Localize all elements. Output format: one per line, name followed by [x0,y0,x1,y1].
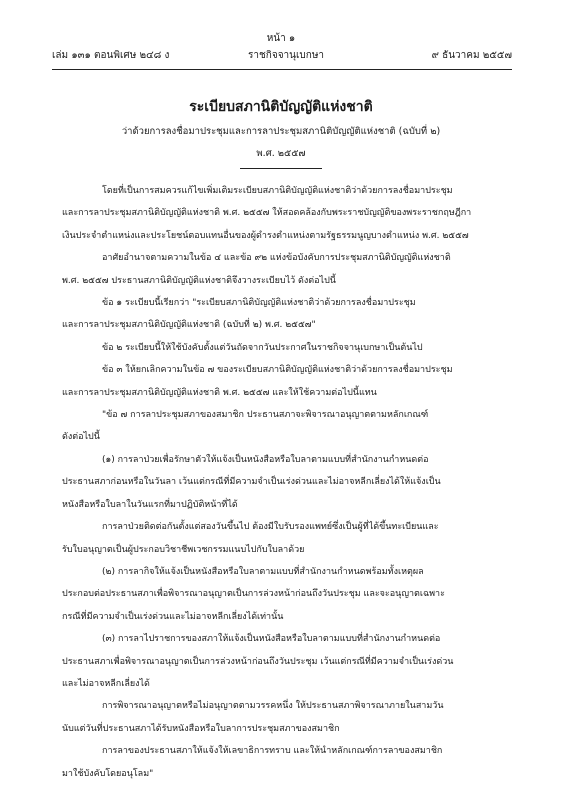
document-subtitle: ว่าด้วยการลงชื่อมาประชุมและการลาประชุมสภานิติบัญญัติแห่งชาติ (ฉบับที่ ๒) [121,126,441,137]
body-line: ประธานสภาเพื่อพิจารณาอนุญาตเป็นการล่วงหน้าก่อนถึงวันประชุม เว้นแต่กรณีที่มีความจำเป็นเร่งด่วน [62,656,454,667]
body-line: พ.ศ. ๒๕๕๗ ประธานสภานิติบัญญัติแห่งชาติจึงวางระเบียบไว้ ดังต่อไปนี้ [62,275,336,286]
body-line: และการลาประชุมสภานิติบัญญัติแห่งชาติ พ.ศ. ๒๕๕๗ และให้ใช้ความต่อไปนี้แทน [62,387,377,398]
document-year: พ.ศ. ๒๕๕๗ [256,148,306,159]
body-line: และการลาประชุมสภานิติบัญญัติแห่งชาติ พ.ศ. ๒๕๕๗ ให้สอดคล้องกับพระราชบัญญัติของพระราชกฤษฎีกา [62,208,472,219]
volume-issue: เล่ม ๑๓๑ ตอนพิเศษ ๒๔๘ ง [52,50,170,61]
body-line: ข้อ ๒ ระเบียบนี้ให้ใช้บังคับตั้งแต่วันถัดจากวันประกาศในราชกิจจานุเบกษาเป็นต้นไป [102,342,423,353]
body-line: ประกอบต่อประธานสภาเพื่อพิจารณาอนุญาตเป็นการล่วงหน้าก่อนถึงวันประชุม และจะอนุญาตเฉพาะ [62,589,445,600]
body-line: การลาของประธานสภาให้แจ้งให้เลขาธิการทราบ และให้นำหลักเกณฑ์การลาของสมาชิก [102,746,443,757]
body-line: กรณีที่มีความจำเป็นเร่งด่วนและไม่อาจหลีกเลี่ยงได้เท่านั้น [62,611,284,622]
header-divider [52,69,512,70]
body-line: ข้อ ๑ ระเบียบนี้เรียกว่า "ระเบียบสภานิติบัญญัติแห่งชาติว่าด้วยการลงชื่อมาประชุม [102,298,416,309]
body-line: โดยที่เป็นการสมควรแก้ไขเพิ่มเติมระเบียบสภานิติบัญญัติแห่งชาติว่าด้วยการลงชื่อมาประชุม [102,186,453,196]
document-title: ระเบียบสภานิติบัญญัติแห่งชาติ [189,99,373,115]
body-line: และการลาประชุมสภานิติบัญญัติแห่งชาติ (ฉบับที่ ๒) พ.ศ. ๒๕๕๗" [62,320,316,331]
body-line: (๒) การลากิจให้แจ้งเป็นหนังสือหรือใบลาตามแบบที่สำนักงานกำหนดพร้อมทั้งเหตุผล [102,566,424,577]
body-line: "ข้อ ๗ การลาประชุมสภาของสมาชิก ประธานสภาจะพิจารณาอนุญาตตามหลักเกณฑ์ [102,410,429,421]
gazette-header [52,48,512,64]
body-line: ข้อ ๓ ให้ยกเลิกความในข้อ ๗ ของระเบียบสภานิติบัญญัติแห่งชาติว่าด้วยการลงชื่อมาประชุม [102,365,453,376]
body-line: นับแต่วันที่ประธานสภาได้รับหนังสือหรือใบลาการประชุมสภาของสมาชิก [62,723,340,734]
gazette-name: ราชกิจจานุเบกษา [248,50,325,61]
body-line: เงินประจำตำแหน่งและประโยชน์ตอบแทนอื่นของผู้ดำรงตำแหน่งตามรัฐธรรมนูญบางตำแหน่ง พ.ศ. ๒๕๕๗ [62,230,469,241]
body-line: (๓) การลาไปราชการของสภาให้แจ้งเป็นหนังสือหรือใบลาตามแบบที่สำนักงานกำหนดต่อ [102,634,441,645]
body-line: อาศัยอำนาจตามความในข้อ ๔ และข้อ ๙๒ แห่งข้อบังคับการประชุมสภานิติบัญญัติแห่งชาติ [102,253,451,264]
body-line: รับใบอนุญาตเป็นผู้ประกอบวิชาชีพเวชกรรมแนบไปกับใบลาด้วย [62,544,305,555]
body-line: มาใช้บังคับโดยอนุโลม" [62,768,154,779]
title-divider [240,168,322,169]
body-line: การพิจารณาอนุญาตหรือไม่อนุญาตตามวรรคหนึ่ง ให้ประธานสภาพิจารณาภายในสามวัน [102,701,444,712]
document-body [62,180,508,785]
publication-date: ๙ ธันวาคม ๒๕๕๗ [431,50,512,61]
body-line: (๑) การลาป่วยเพื่อรักษาตัวให้แจ้งเป็นหนังสือหรือใบลาตามแบบที่สำนักงานกำหนดต่อ [102,454,429,465]
body-line: ดังต่อไปนี้ [62,432,100,443]
body-line: ประธานสภาก่อนหรือในวันลา เว้นแต่กรณีที่มีความจำเป็นเร่งด่วนและไม่อาจหลีกเลี่ยงได้ให้แจ้งเป็น [62,477,441,488]
body-line: หนังสือหรือใบลาในวันแรกที่มาปฏิบัติหน้าที่ได้ [62,499,238,510]
page-number: หน้า ๑ [266,33,296,44]
body-line: การลาป่วยติดต่อกันตั้งแต่สองวันขึ้นไป ต้องมีใบรับรองแพทย์ซึ่งเป็นผู้ที่ได้ขึ้นทะเบียนและ [102,522,439,533]
body-line: และไม่อาจหลีกเลี่ยงได้ [62,678,150,689]
